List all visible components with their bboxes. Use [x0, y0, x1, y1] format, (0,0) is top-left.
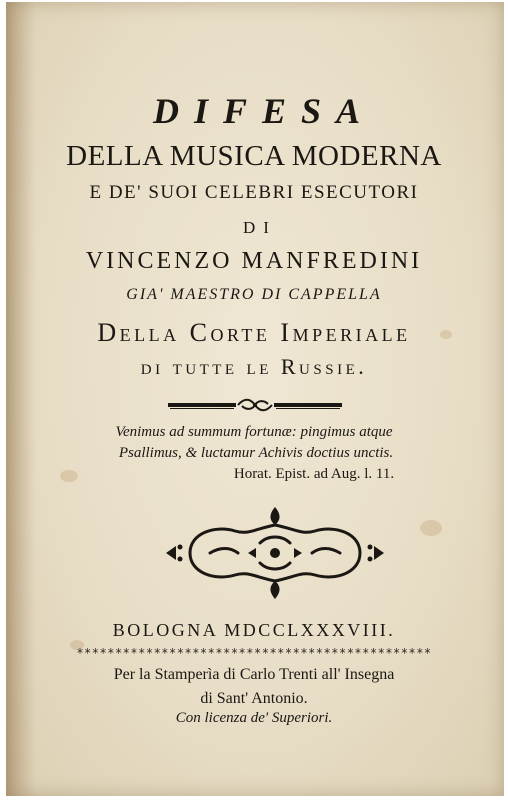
by-line: DI [243, 218, 277, 237]
epigraph-citation: Horat. Epist. ad Aug. l. 11. [233, 466, 395, 482]
author-name: VINCENZO MANFREDINI [85, 248, 423, 274]
title-subtitle: DELLA MUSICA MODERNA [66, 140, 442, 172]
license-line: Con licenza de' Superiori. [175, 710, 333, 726]
foxing-stain [420, 520, 442, 536]
asterisk-divider: ********************************************** [76, 646, 432, 660]
printer-line-2: di Sant' Antonio. [200, 690, 308, 707]
epigraph-line-2: Psallimus, & luctamur Achivis doctius unctis. [118, 445, 394, 461]
court-line-1: Della Corte Imperiale [97, 318, 411, 347]
title-subtitle-2: E DE' SUOI CELEBRI ESECUTORI [89, 182, 419, 203]
author-role: GIA' MAESTRO DI CAPPELLA [126, 286, 382, 303]
court-line-2: di tutte le Russie. [140, 354, 368, 379]
rule-ornament-icon [168, 398, 342, 414]
printer-line-1: Per la Stamperìa di Carlo Trenti all' Insegna [113, 666, 395, 683]
epigraph-line-1: Venimus ad summum fortunæ: pingimus atque [115, 424, 393, 440]
ornament-cartouche-icon [160, 503, 390, 603]
title-main: DIFESA [152, 91, 376, 131]
imprint-city-year: BOLOGNA MDCCLXXXVIII. [112, 620, 396, 640]
